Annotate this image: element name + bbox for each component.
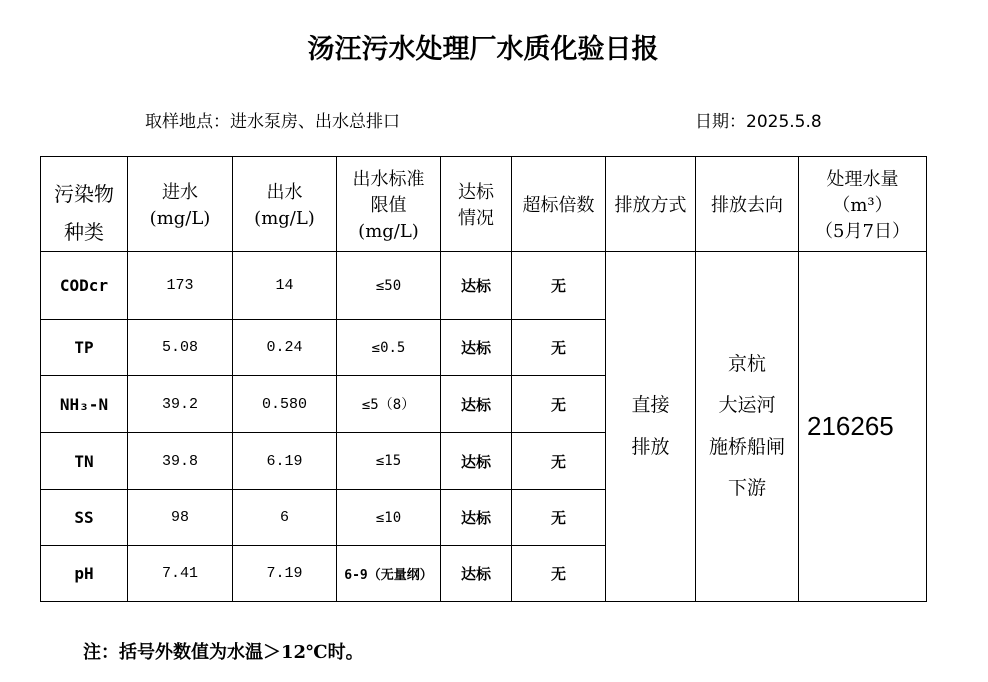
discharge-destination-line: 下游 [727, 477, 766, 499]
header-discharge-method [606, 157, 696, 252]
cell-effluent: 0.24 [233, 320, 337, 376]
cell-compliance: 达标 [441, 252, 512, 320]
discharge-destination-line: 施桥船闸 [708, 435, 785, 458]
cell-effluent: 14 [233, 252, 337, 320]
cell-influent: 98 [128, 490, 233, 546]
header-line: 出水 [266, 182, 303, 203]
header-line: 排放方式 [614, 195, 687, 216]
cell-compliance: 达标 [441, 376, 512, 433]
cell-compliance: 达标 [441, 546, 512, 602]
header-line: （5月7日） [815, 221, 910, 242]
cell-limit: ≤0.5 [337, 320, 441, 376]
header-pollutant-type [41, 157, 128, 252]
cell-pollutant: TP [41, 320, 128, 376]
cell-limit: ≤15 [337, 433, 441, 490]
header-line: 限值 [370, 195, 407, 216]
header-line: （m³） [832, 195, 893, 216]
cell-exceed-multiple: 无 [512, 433, 606, 490]
cell-exceed-multiple: 无 [512, 546, 606, 602]
header-line: 种类 [64, 220, 104, 244]
cell-influent: 39.2 [128, 376, 233, 433]
cell-treated-volume: 216265 [799, 252, 927, 602]
header-line: (mg/L) [254, 208, 315, 229]
header-compliance [441, 157, 512, 252]
discharge-method-line: 直接 [631, 394, 670, 416]
cell-compliance: 达标 [441, 433, 512, 490]
header-line: (mg/L) [149, 208, 211, 229]
discharge-destination-line: 大运河 [718, 394, 776, 416]
header-effluent-limit [337, 157, 441, 252]
cell-effluent: 7.19 [233, 546, 337, 602]
cell-effluent: 0.580 [233, 376, 337, 433]
header-line: 出水标准 [352, 169, 425, 190]
cell-influent: 5.08 [128, 320, 233, 376]
cell-exceed-multiple: 无 [512, 252, 606, 320]
cell-pollutant: TN [41, 433, 128, 490]
cell-effluent: 6.19 [233, 433, 337, 490]
discharge-destination-line: 京杭 [727, 352, 766, 375]
table-row [41, 252, 927, 320]
cell-influent: 173 [128, 252, 233, 320]
cell-limit: ≤5（8） [337, 376, 441, 433]
cell-pollutant: pH [41, 546, 128, 602]
cell-compliance: 达标 [441, 490, 512, 546]
header-discharge-destination [696, 157, 799, 252]
report-date: 日期：2025.5.8 [695, 112, 822, 132]
cell-effluent: 6 [233, 490, 337, 546]
header-line: 处理水量 [826, 169, 899, 190]
footnote: 注：括号外数值为水温＞12℃时。 [83, 642, 364, 663]
header-influent [128, 157, 233, 252]
header-line: 进水 [162, 182, 198, 203]
water-quality-table [40, 156, 927, 602]
header-effluent [233, 157, 337, 252]
cell-influent: 7.41 [128, 546, 233, 602]
cell-discharge-method [606, 252, 696, 602]
cell-exceed-multiple: 无 [512, 320, 606, 376]
cell-limit: ≤50 [337, 252, 441, 320]
header-line: 排放去向 [711, 195, 783, 216]
sampling-location: 取样地点：进水泵房、出水总排口 [145, 112, 400, 132]
header-treated-volume [799, 157, 927, 252]
header-line: 污染物 [54, 182, 114, 206]
cell-exceed-multiple: 无 [512, 490, 606, 546]
cell-exceed-multiple: 无 [512, 376, 606, 433]
cell-compliance: 达标 [441, 320, 512, 376]
cell-discharge-destination [696, 252, 799, 602]
header-line: 情况 [458, 208, 494, 229]
discharge-method-line: 排放 [631, 435, 670, 458]
header-line: 达标 [458, 182, 494, 203]
header-line: 超标倍数 [522, 195, 595, 216]
header-exceed-multiple [512, 157, 606, 252]
cell-influent: 39.8 [128, 433, 233, 490]
cell-limit: 6-9（无量纲） [337, 546, 441, 602]
table-header-row [41, 157, 927, 252]
cell-pollutant: SS [41, 490, 128, 546]
header-line: (mg/L) [358, 221, 419, 242]
cell-pollutant: NH₃-N [41, 376, 128, 433]
cell-pollutant: CODcr [41, 252, 128, 320]
cell-limit: ≤10 [337, 490, 441, 546]
report-title: 汤汪污水处理厂水质化验日报 [307, 34, 659, 65]
